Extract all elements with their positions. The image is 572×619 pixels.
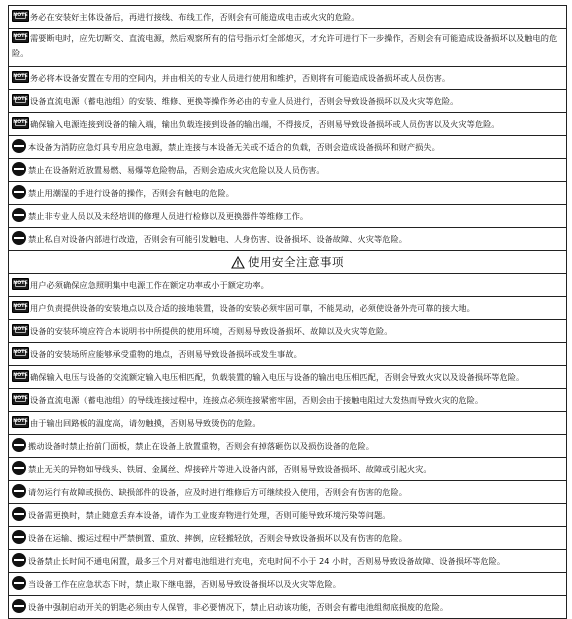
instruction-row	[9, 182, 566, 205]
prohibition-icon	[12, 553, 26, 567]
prohibition-icon	[12, 599, 26, 613]
instruction-text: 由于输出回路板的温度高，请勿触摸，否则易导致烫伤的危险。	[30, 417, 261, 428]
instruction-row	[9, 297, 566, 320]
instruction-text: 禁止非专业人员以及未经培训的修理人员进行检修以及更换器件等维修工作。	[28, 211, 309, 221]
note-icon	[12, 324, 29, 336]
instruction-text: 设备中强制启动开关的钥匙必须由专人保管，非必要情况下，禁止启动该功能，否则会有蓄电池组彻底损废的危险。	[28, 602, 449, 612]
instruction-row	[9, 366, 566, 389]
instruction-row	[9, 136, 566, 159]
instruction-text: 设备直流电源（蓄电池组）的安装、维修、更换等操作务必由的专业人员进行，否则会导致设备损坏以及火灾等危险。	[30, 95, 459, 106]
instruction-text: 确保输入电压与设备的交流额定输入电压相匹配，负载装置的输入电压与设备的输出电压相匹配，否则会导致火灾以及设备损坏等危险。	[30, 371, 525, 382]
prohibition-icon	[12, 185, 26, 199]
instruction-text: 设备的安装环境应符合本说明书中所提供的使用环境，否则易导致设备损坏、故障以及火灾等危险。	[30, 325, 393, 336]
instruction-row	[9, 458, 566, 481]
prohibition-icon	[12, 507, 26, 521]
note-icon	[12, 10, 29, 22]
instruction-row	[9, 67, 566, 90]
instruction-row	[9, 113, 566, 136]
note-icon	[12, 301, 29, 313]
prohibition-icon	[12, 576, 26, 590]
note-icon	[12, 393, 29, 405]
prohibition-icon	[12, 162, 26, 176]
prohibition-icon	[12, 139, 26, 153]
instruction-row	[9, 435, 566, 458]
warning-triangle-icon	[231, 256, 245, 269]
instruction-text: 禁止在设备附近放置易燃、易爆等危险物品，否则会造成火灾危险以及人员伤害。	[28, 165, 325, 175]
instruction-row	[9, 159, 566, 182]
instruction-row	[9, 504, 566, 527]
instruction-row	[9, 412, 566, 435]
prohibition-icon	[12, 461, 26, 475]
note-icon	[12, 117, 29, 129]
instruction-text: 确保输入电源连接到设备的输入端，输出负载连接到设备的输出端，不得接反，否则易导致设备损坏或人员伤害以及火灾等危险。	[30, 118, 500, 129]
usage-safety-section	[9, 274, 566, 619]
usage-safety-heading	[9, 251, 566, 274]
safety-instructions-table	[8, 5, 567, 619]
usage-safety-heading-text: 使用安全注意事项	[248, 255, 344, 269]
instruction-text: 需要断电时，应先切断交、直流电源，然后观察所有的信号指示灯全部熄灭，才允许可进行下一步操作，否则会有可能造成设备损坏以及触电的危险。	[12, 33, 558, 58]
prohibition-icon	[12, 231, 26, 245]
note-icon	[12, 370, 29, 382]
instruction-text: 务必将本设备安置在专用的空间内，并由相关的专业人员进行使用和维护，否则将有可能造成设备损坏或人员伤害。	[30, 72, 451, 83]
note-icon	[12, 416, 29, 428]
prohibition-icon	[12, 438, 26, 452]
instruction-row	[9, 343, 566, 366]
instruction-row	[9, 320, 566, 343]
instruction-row	[9, 90, 566, 113]
instruction-text: 设备在运输、搬运过程中严禁倒置、重放、摔倒，应轻搬轻放，否则会导致设备损坏以及有伤害的危险。	[28, 533, 407, 543]
instruction-text: 搬动设备时禁止抬前门面板，禁止在设备上放置重物，否则会有掉落砸伤以及损伤设备的危险。	[28, 441, 374, 451]
instruction-row	[9, 481, 566, 504]
instruction-row	[9, 573, 566, 596]
note-icon	[12, 31, 29, 43]
note-icon	[12, 347, 29, 359]
instruction-text: 禁止私自对设备内部进行改造，否则会有可能引发触电、人身伤害、设备损坏、设备故障、火灾等危险。	[28, 234, 407, 244]
prohibition-icon	[12, 484, 26, 498]
instruction-row	[9, 389, 566, 412]
instruction-row	[9, 228, 566, 251]
instruction-text: 设备直流电源（蓄电池组）的导线连接过程中，连接点必须连接紧密牢固，否则会由于接触电阻过大发热而导致火灾的危险。	[30, 394, 484, 405]
prohibition-icon	[12, 208, 26, 222]
note-icon	[12, 94, 29, 106]
note-icon	[12, 278, 29, 290]
instruction-text: 请勿运行有故障或损伤、缺损部件的设备，应及时进行维修后方可继续投入使用，否则会有伤害的危险。	[28, 487, 407, 497]
instruction-text: 用户必须确保应急照明集中电源工作在额定功率或小于额定功率。	[30, 279, 269, 290]
instruction-text: 当设备工作在应急状态下时，禁止取下继电器，否则易导致设备损坏以及火灾等危险。	[28, 579, 342, 589]
instruction-text: 设备禁止长时间不通电闲置，最多三个月对蓄电池组进行充电，充电时间不小于 24 小时，否则易导致设备故障、设备损坏等危险。	[28, 556, 506, 566]
prohibition-icon	[12, 530, 26, 544]
note-icon	[12, 71, 29, 83]
instruction-row	[9, 29, 566, 67]
instruction-row	[9, 6, 566, 29]
instruction-text: 禁止无关的异物如导线头、铁屑、金属丝、焊接碎片等进入设备内部，否则易导致设备损坏、故障或引起火灾。	[28, 464, 432, 474]
instruction-text: 设备的安装场所应能够承受重物的地点，否则易导致设备损坏或发生事故。	[30, 348, 302, 359]
instruction-text: 用户负责提供设备的安装地点以及合适的接地装置，设备的安装必须牢固可靠，不能晃动，必须使设备外壳可靠的接大地。	[30, 302, 475, 313]
instruction-row	[9, 205, 566, 228]
instruction-row	[9, 274, 566, 297]
instruction-row	[9, 527, 566, 550]
instruction-text: 务必在安装好主体设备后，再进行接线、布线工作，否则会有可能造成电击或火灾的危险。	[30, 11, 360, 22]
general-safety-section	[9, 6, 566, 251]
instruction-row	[9, 550, 566, 573]
instruction-text: 禁止用潮湿的手进行设备的操作，否则会有触电的危险。	[28, 188, 234, 198]
instruction-text: 设备需更换时，禁止随意丢弃本设备，请作为工业废弃物进行处理，否则可能导致环境污染等问题。	[28, 510, 391, 520]
instruction-text: 本设备为消防应急灯具专用应急电源，禁止连接与本设备无关或不适合的负载，否则会造成设备损坏和财产损失。	[28, 142, 440, 152]
